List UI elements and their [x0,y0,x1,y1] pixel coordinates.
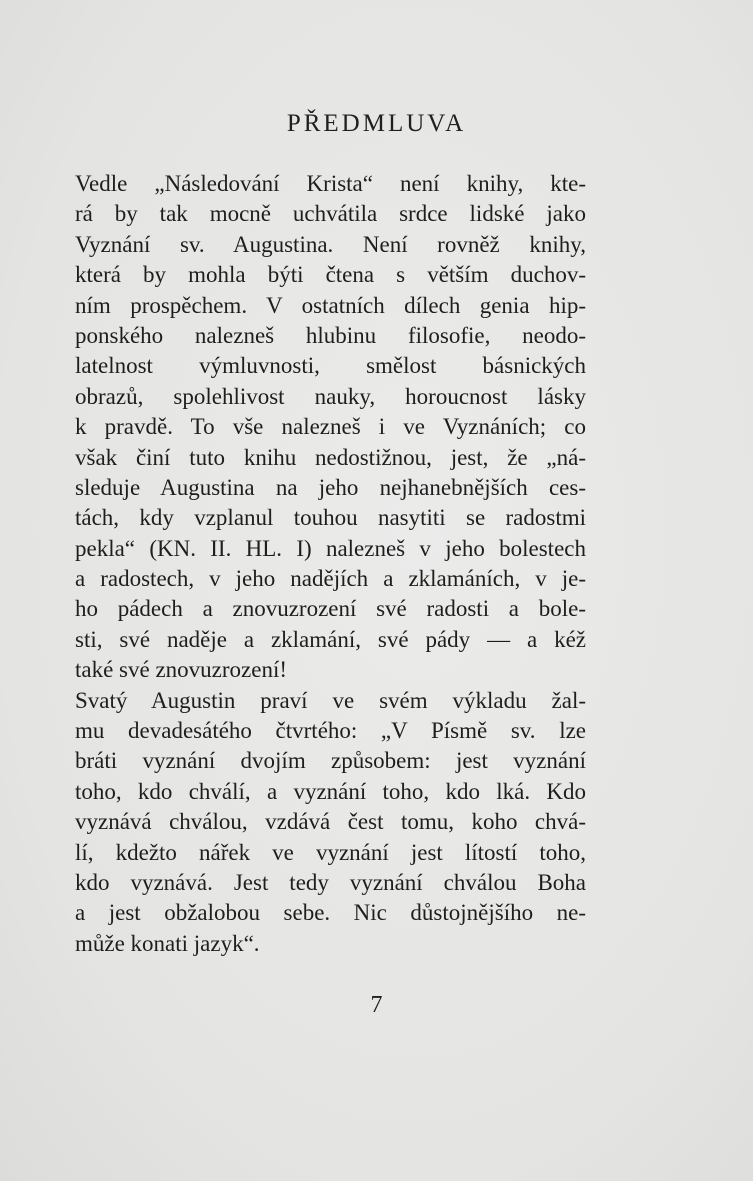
text-line: rá by tak mocně uchvátila srdce lidské jako [75,201,586,227]
text-line: může konati jazyk“. [75,930,260,956]
text-line: vyznává chválou, vzdává čest tomu, koho chvá- [75,809,586,835]
body-text [75,169,586,959]
text-line: a jest obžalobou sebe. Nic důstojnějšího ne- [75,900,586,926]
text-line: ponského nalezneš hlubinu filosofie, neodo- [75,322,586,348]
text-line: ním prospěchem. V ostatních dílech genia hip- [75,292,586,318]
text-line: Vyznání sv. Augustina. Není rovněž knihy, [75,231,586,257]
text-line: obrazů, spolehlivost nauky, horoucnost lásky [75,383,586,409]
paragraph-1 [75,169,586,686]
text-line: Svatý Augustin praví ve svém výkladu žal- [75,687,586,713]
text-line: k pravdě. To vše nalezneš i ve Vyznáních; co [75,414,586,440]
text-line: která by mohla býti čtena s větším duchov- [75,262,586,288]
text-line: tách, kdy vzplanul touhou nasytiti se radostmi [75,505,586,531]
text-line: mu devadesátého čtvrtého: „V Písmě sv. lze [75,718,586,744]
text-line: kdo vyznává. Jest tedy vyznání chválou Boha [75,869,586,895]
page-number: 7 [370,992,383,1018]
paragraph-2 [75,686,586,960]
text-line: Vedle „Následování Krista“ není knihy, kte- [75,171,586,196]
text-line: však činí tuto knihu nedostižnou, jest, že „ná- [75,444,586,470]
chapter-heading: PŘEDMLUVA [286,110,467,137]
text-line: bráti vyznání dvojím způsobem: jest vyznání [75,748,586,774]
text-line: lí, kdežto nářek ve vyznání jest lítostí toho, [75,839,586,865]
text-line: latelnost výmluvnosti, smělost básnických [75,353,586,379]
text-line: ho pádech a znovuzrození své radosti a bole- [75,596,586,622]
text-line: sleduje Augustina na jeho nejhanebnějších ces- [75,474,586,500]
text-line: také své znovuzrození! [75,657,288,683]
text-line: sti, své naděje a zklamání, své pády — a kéž [75,626,586,652]
text-line: pekla“ (KN. II. HL. I) nalezneš v jeho bolestech [75,535,586,561]
text-line: a radostech, v jeho nadějích a zklamáních, v je- [75,566,586,592]
text-line: toho, kdo chválí, a vyznání toho, kdo lká. Kdo [75,778,586,804]
